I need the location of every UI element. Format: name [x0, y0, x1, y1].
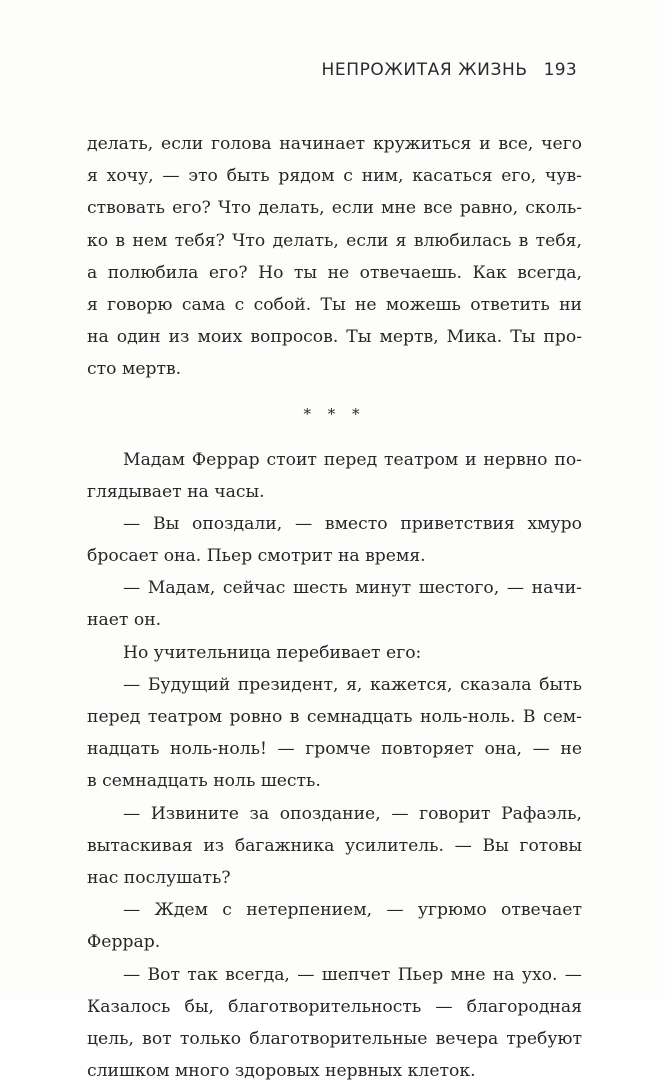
text-line: ствовать его? Что делать, если мне все равно, сколь-	[87, 198, 582, 219]
text-line: слишком много здоровых нервных клеток.	[87, 1061, 476, 1082]
text-line: сто мертв.	[87, 359, 182, 380]
text-line: Мадам Феррар стоит перед театром и нервно по-	[123, 449, 582, 470]
text-line: бросает она. Пьер смотрит на время.	[87, 546, 426, 567]
body-text	[87, 128, 582, 1087]
page-number: 193	[543, 60, 577, 80]
text-line: я хочу, — это быть рядом с ним, касаться его, чув-	[87, 166, 582, 187]
text-line: — Извините за опоздание, — говорит Рафаэль,	[123, 803, 582, 824]
running-header	[321, 60, 577, 80]
text-line: в семнадцать ноль шесть.	[87, 771, 321, 792]
text-line: вытаскивая из багажника усилитель. — Вы готовы	[87, 835, 582, 856]
text-line: — Ждем с нетерпением, — угрюмо отвечает	[123, 900, 582, 921]
text-line: на один из моих вопросов. Ты мертв, Мика. Ты про-	[87, 327, 582, 348]
running-title: НЕПРОЖИТАЯ ЖИЗНЬ	[321, 60, 528, 80]
text-line: а полюбила его? Но ты не отвечаешь. Как всегда,	[87, 262, 582, 283]
text-line: Феррар.	[87, 932, 161, 953]
text-line: я говорю сама с собой. Ты не можешь ответить ни	[87, 294, 582, 315]
text-line: — Мадам, сейчас шесть минут шестого, — начи-	[123, 578, 582, 599]
text-line: нает он.	[87, 610, 162, 631]
text-line: Казалось бы, благотворительность — благородная	[87, 996, 582, 1017]
text-line: надцать ноль-ноль! — громче повторяет она, — не	[87, 739, 582, 760]
text-line: перед театром ровно в семнадцать ноль-ноль. В сем-	[87, 707, 582, 727]
text-line: делать, если голова начинает кружиться и все, чего	[87, 134, 582, 154]
text-line: цель, вот только благотворительные вечера требуют	[87, 1028, 582, 1049]
text-line: — Вот так всегда, — шепчет Пьер мне на ухо. —	[123, 964, 582, 985]
text-line: — Вы опоздали, — вместо приветствия хмуро	[123, 513, 582, 534]
text-line: — Будущий президент, я, кажется, сказала быть	[123, 674, 582, 695]
text-line: глядывает на часы.	[87, 481, 265, 502]
section-separator: * * *	[303, 404, 366, 423]
text-line: ко в нем тебя? Что делать, если я влюбилась в тебя,	[87, 230, 582, 251]
text-line: нас послушать?	[87, 867, 231, 888]
text-line: Но учительница перебивает его:	[123, 642, 422, 663]
